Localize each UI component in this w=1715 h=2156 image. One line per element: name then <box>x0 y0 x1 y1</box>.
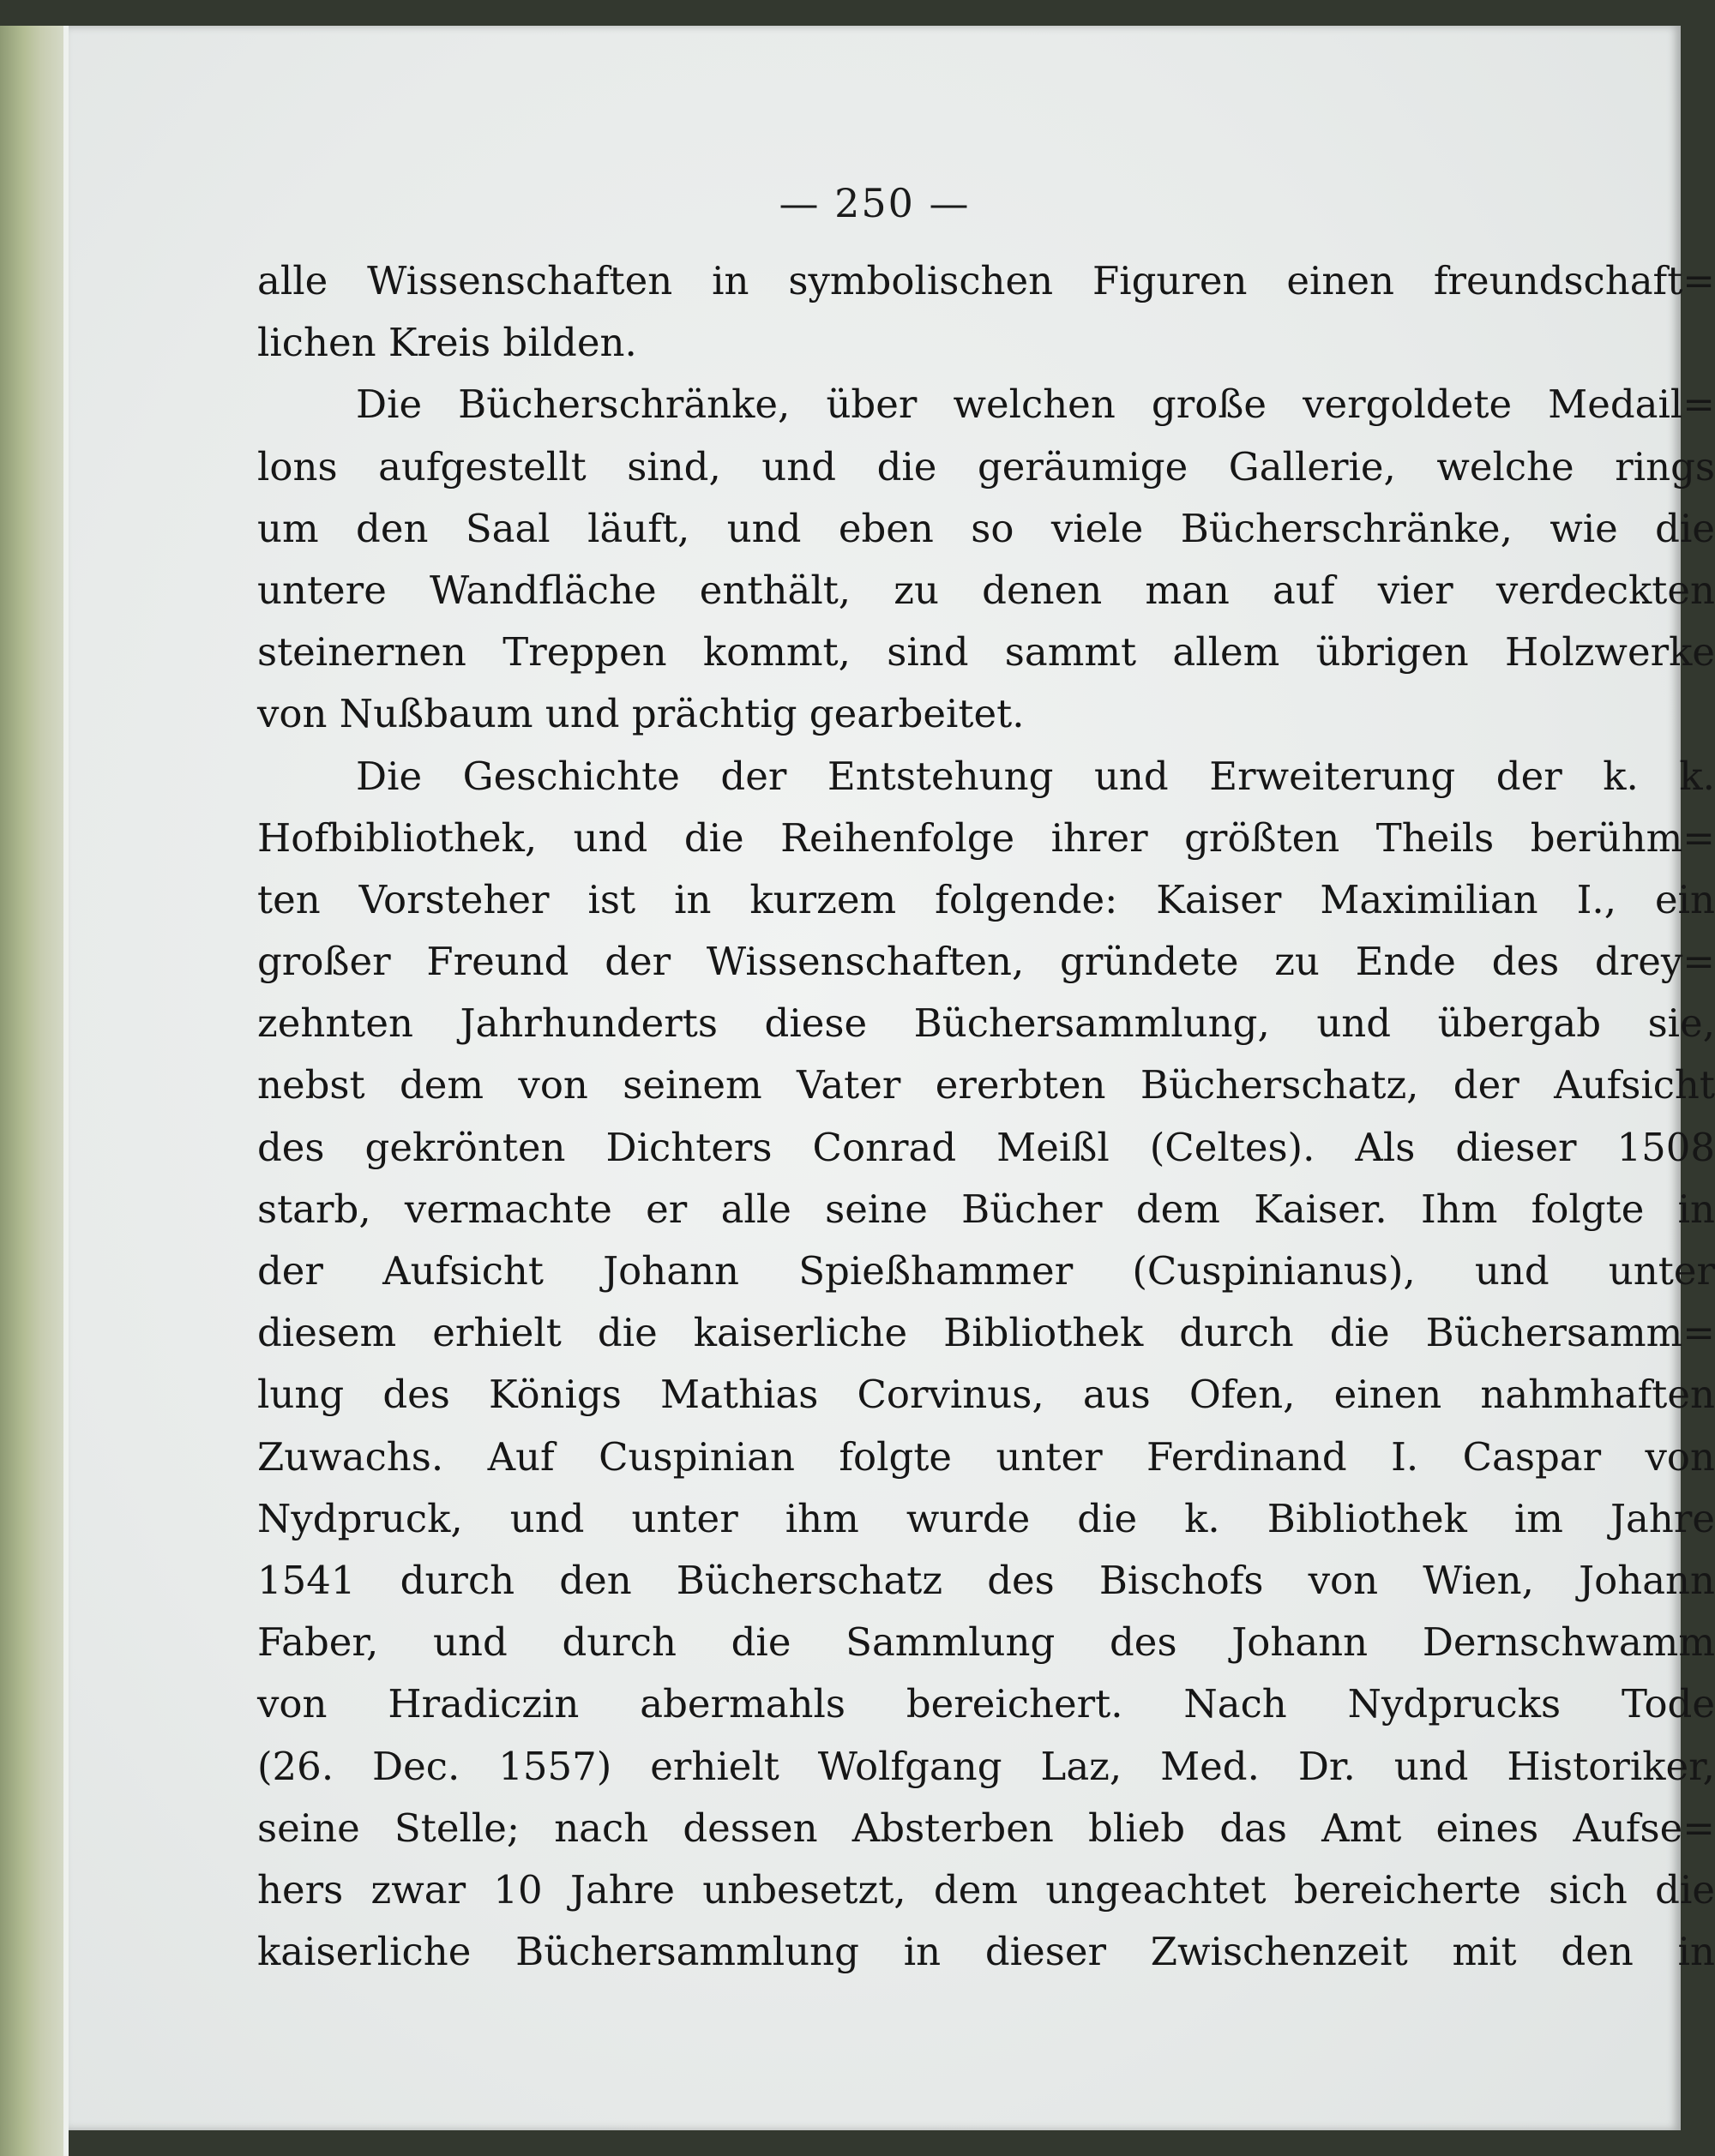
text-line: Zuwachs. Auf Cuspinian folgte unter Ferdinand I. Caspar von <box>257 1433 1715 1480</box>
text-line: lons aufgestellt sind, und die geräumige Gallerie, welche rings <box>257 443 1715 489</box>
text-line: der Aufsicht Johann Spießhammer (Cuspinianus), und unter <box>257 1248 1715 1294</box>
book-page <box>69 26 1715 2130</box>
text-line: starb, vermachte er alle seine Bücher dem Kaiser. Ihm folgte in <box>257 1186 1715 1232</box>
text-line: seine Stelle; nach dessen Absterben blieb das Amt eines Aufse= <box>257 1805 1715 1851</box>
text-line: kaiserliche Büchersammlung in dieser Zwischenzeit mit den in <box>257 1929 1715 1975</box>
page-edge <box>0 26 69 2156</box>
body-text <box>257 250 1715 1983</box>
text-line: steinernen Treppen kommt, sind sammt allem übrigen Holzwerke <box>257 629 1715 676</box>
text-line: alle Wissenschaften in symbolischen Figuren einen freundschaft= <box>257 258 1715 303</box>
text-line: von Hradiczin abermahls bereichert. Nach Nydprucks Tode <box>257 1681 1715 1727</box>
text-line: Die Bücherschränke, über welchen große vergoldete Medail= <box>356 381 1715 428</box>
text-line: diesem erhielt die kaiserliche Bibliothek durch die Büchersamm= <box>257 1310 1715 1356</box>
text-line: ten Vorsteher ist in kurzem folgende: Kaiser Maximilian I., ein <box>257 876 1715 922</box>
page-number: — 250 — <box>779 180 971 226</box>
text-line: des gekrönten Dichters Conrad Meißl (Celtes). Als dieser 1508 <box>257 1124 1715 1170</box>
text-line: Faber, und durch die Sammlung des Johann Dernschwamm <box>257 1619 1715 1666</box>
text-line: von Nußbaum und prächtig gearbeitet. <box>257 691 1025 737</box>
text-line: hers zwar 10 Jahre unbesetzt, dem ungeachtet bereicherte sich die <box>257 1866 1715 1913</box>
text-line: nebst dem von seinem Vater ererbten Bücherschatz, der Aufsicht <box>257 1062 1715 1108</box>
text-line: Nydpruck, und unter ihm wurde die k. Bibliothek im Jahre <box>257 1495 1715 1541</box>
text-line: (26. Dec. 1557) erhielt Wolfgang Laz, Med. Dr. und Historiker, <box>257 1743 1715 1789</box>
text-line: lung des Königs Mathias Corvinus, aus Ofen, einen nahmhaften <box>257 1372 1715 1418</box>
text-line: großer Freund der Wissenschaften, gründete zu Ende des drey= <box>257 939 1715 985</box>
text-line: untere Wandfläche enthält, zu denen man auf vier verdeckten <box>257 567 1715 613</box>
text-line: lichen Kreis bilden. <box>257 320 637 366</box>
text-line: Hofbibliothek, und die Reihenfolge ihrer größten Theils berühm= <box>257 814 1715 861</box>
text-line: 1541 durch den Bücherschatz des Bischofs von Wien, Johann <box>257 1557 1715 1603</box>
text-line: zehnten Jahrhunderts diese Büchersammlung, und übergab sie, <box>257 1000 1715 1047</box>
text-line: Die Geschichte der Entstehung und Erweiterung der k. k. <box>356 753 1715 799</box>
text-line: um den Saal läuft, und eben so viele Bücherschränke, wie die <box>257 505 1715 551</box>
